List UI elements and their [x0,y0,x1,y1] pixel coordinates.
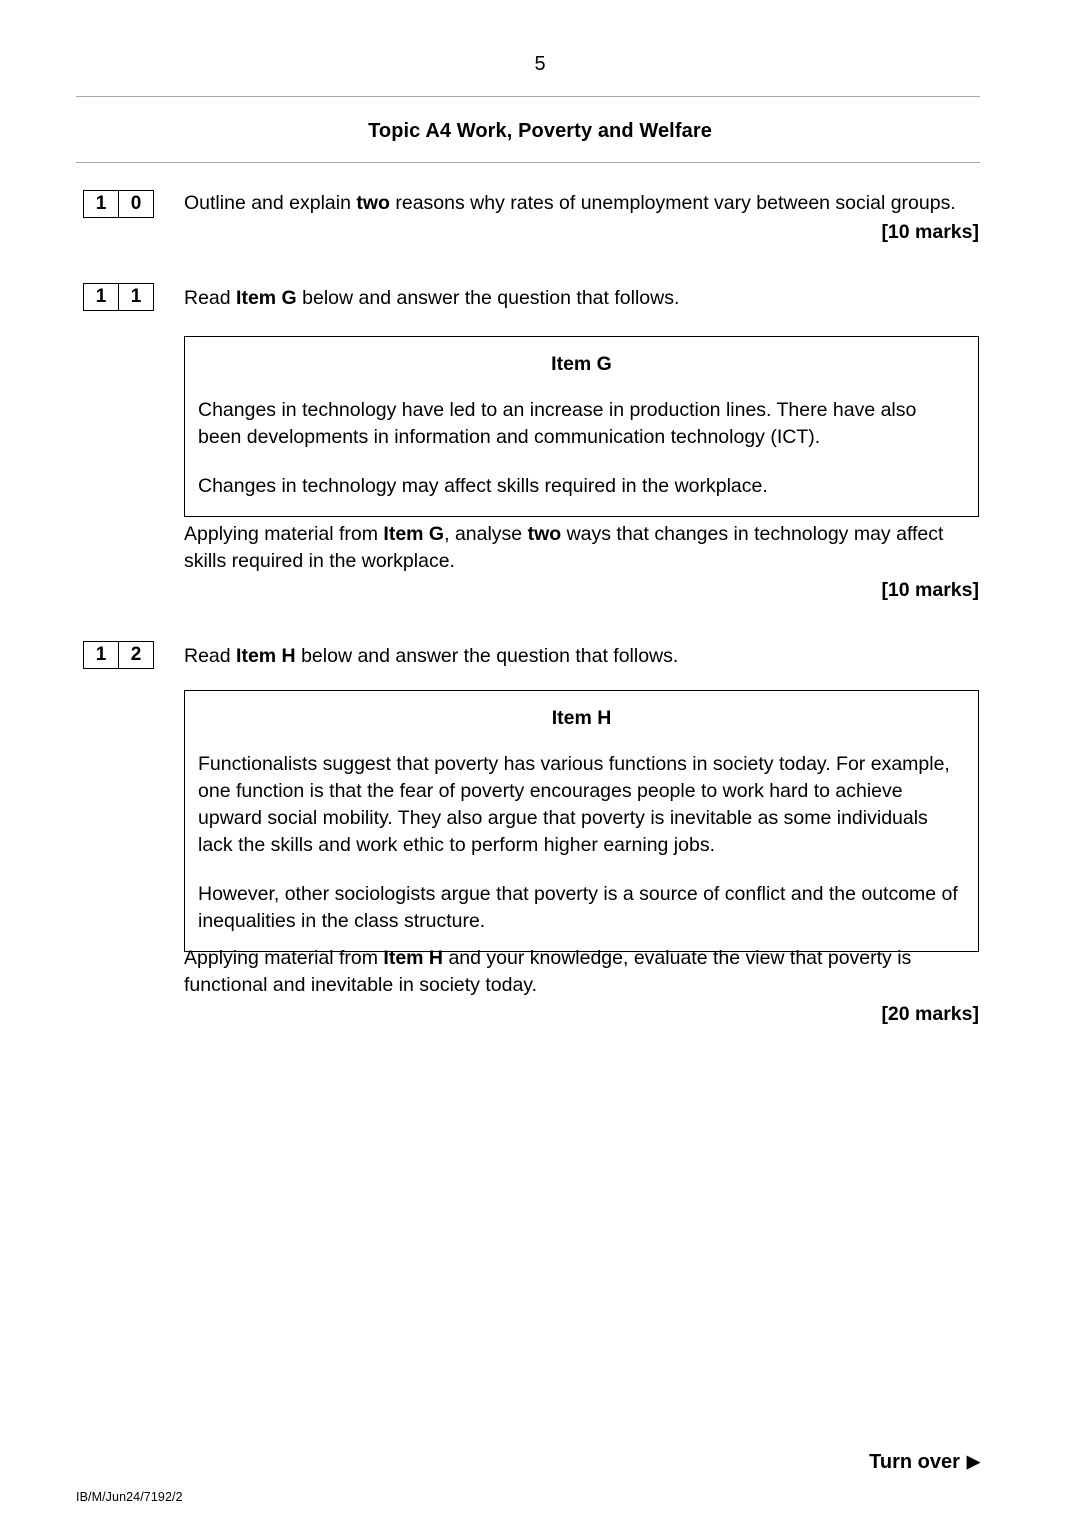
question-number-digit: 1 [118,284,153,310]
question-12-prompt [184,945,979,999]
question-number-box-10 [83,190,154,218]
question-11-prompt-prefix: Applying material from [184,523,384,545]
question-12-lead-prefix: Read [184,645,237,667]
question-number-digit: 1 [95,286,107,307]
question-12-marks: [20 marks] [881,1003,979,1025]
item-g-box [184,336,979,517]
question-number-box-11 [83,283,154,311]
question-12-lead [184,643,979,670]
question-11-lead [184,285,979,312]
question-12-prompt-block [184,945,979,1028]
topic-heading: Topic A4 Work, Poverty and Welfare [368,120,712,142]
question-10-marks: [10 marks] [881,221,979,243]
question-11-prompt-suffix: ways that changes in technology may affect skills required in the workplace. [184,523,944,572]
question-12-lead-item-ref: Item H [236,645,296,667]
item-g-paragraph: Changes in technology may affect skills required in the workplace. [198,475,768,497]
item-h-box [184,690,979,952]
header-rule-top [76,96,980,97]
question-number-digit: 0 [118,191,153,217]
question-12-prompt-suffix: and your knowledge, evaluate the view that poverty is functional and inevitable in society today. [184,947,912,996]
item-h-title: Item H [551,707,612,729]
question-11-prompt-middle: , analyse [444,523,528,545]
question-10-prompt [184,190,979,217]
question-11-lead-suffix: below and answer the question that follows. [296,287,680,309]
item-g-paragraph: Changes in technology have led to an increase in production lines. There have also been developments in information and communication technology (ICT). [198,399,917,448]
question-10-prompt-suffix: reasons why rates of unemployment vary between social groups. [389,192,956,214]
question-11-prompt-item-ref: Item G [383,523,445,545]
question-12-lead-text [184,643,979,670]
item-h-paragraph: However, other sociologists argue that poverty is a source of conflict and the outcome of inequalities in the class structure. [198,883,958,932]
triangle-right-icon: ▶ [966,1452,980,1471]
question-10-prompt-prefix: Outline and explain [184,192,357,214]
question-number-digit: 1 [95,644,107,665]
question-11-marks: [10 marks] [881,579,979,601]
question-number-digit: 2 [118,642,153,668]
item-g-title: Item G [551,353,612,375]
question-11-lead-text [184,285,979,312]
turn-over-text: Turn over [869,1451,960,1473]
page-number: 5 [534,53,546,75]
question-10-body [184,190,979,246]
question-11-prompt-emphasis: two [527,523,562,545]
question-11-prompt-block [184,521,979,604]
question-number-digit: 1 [95,193,107,214]
question-12-prompt-prefix: Applying material from [184,947,384,969]
question-number-box-12 [83,641,154,669]
question-12-prompt-item-ref: Item H [383,947,444,969]
item-h-paragraph: Functionalists suggest that poverty has various functions in society today. For example, one function is that the fear of poverty encourages people to work hard to achieve upward social mobility. They also argue that poverty is inevitable as some individuals lack the skills and work ethic to perform higher earning jobs. [198,753,950,856]
question-11-lead-item-ref: Item G [236,287,297,309]
question-11-prompt [184,521,979,575]
question-11-lead-prefix: Read [184,287,237,309]
question-12-lead-suffix: below and answer the question that follows. [295,645,679,667]
header-rule-bottom [76,162,980,163]
question-10-prompt-emphasis: two [356,192,390,214]
turn-over-label [869,1450,980,1474]
paper-reference-code: IB/M/Jun24/7192/2 [76,1490,183,1504]
